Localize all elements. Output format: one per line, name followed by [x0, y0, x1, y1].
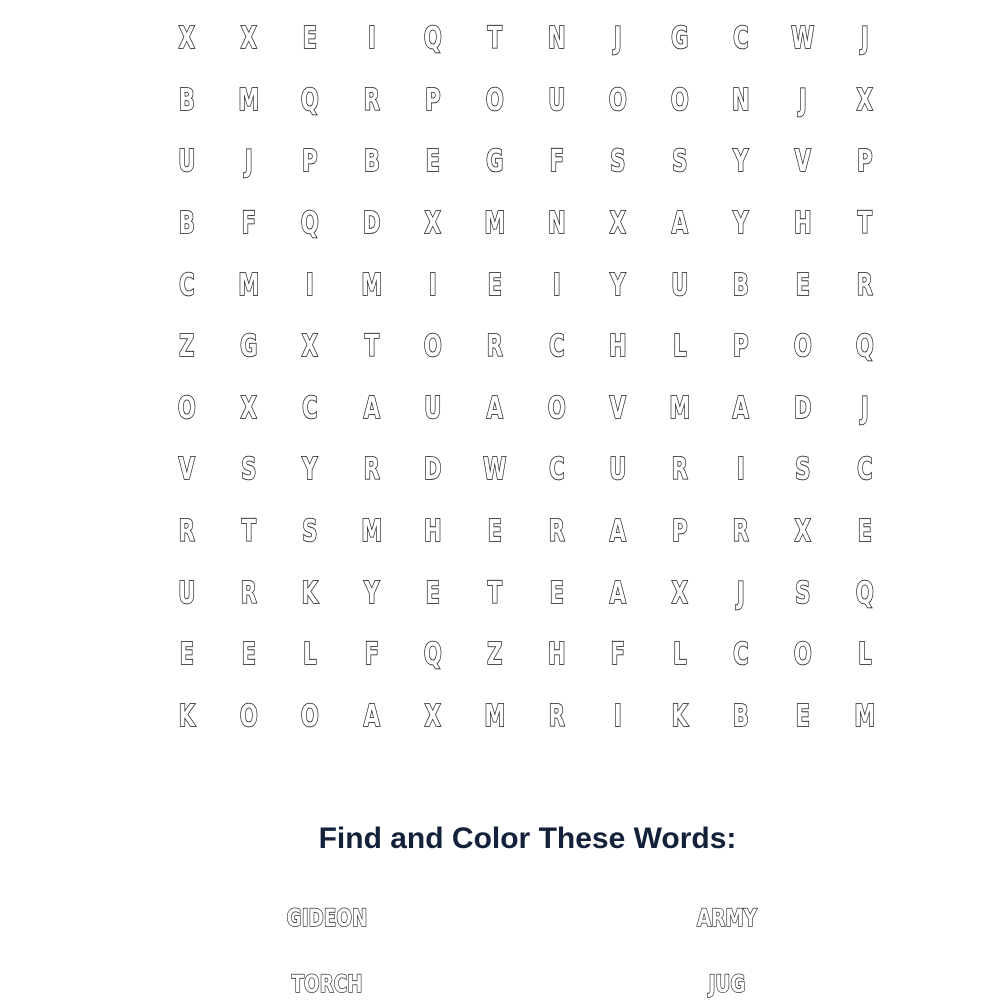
grid-cell[interactable]: M	[484, 206, 506, 242]
grid-cell[interactable]: T	[241, 514, 256, 550]
grid-cell[interactable]: B	[733, 267, 750, 303]
grid-cell[interactable]: T	[487, 575, 502, 611]
grid-cell[interactable]: R	[363, 452, 380, 488]
grid-cell[interactable]: B	[178, 82, 195, 118]
grid-cell[interactable]: S	[795, 452, 811, 488]
grid-cell[interactable]: X	[794, 514, 811, 550]
grid-cell[interactable]: E	[179, 637, 194, 673]
grid-cell[interactable]: B	[363, 144, 380, 180]
grid-cell[interactable]: U	[609, 452, 627, 488]
grid-cell[interactable]: S	[610, 144, 626, 180]
grid-cell[interactable]: B	[733, 698, 750, 734]
grid-cell[interactable]: N	[547, 206, 566, 242]
grid-cell[interactable]: T	[364, 329, 379, 365]
grid-cell[interactable]: K	[301, 575, 319, 611]
grid-cell[interactable]: C	[733, 637, 749, 673]
grid-cell[interactable]: I	[614, 698, 622, 734]
grid-cell[interactable]: I	[306, 267, 314, 303]
grid-cell[interactable]: Q	[424, 21, 443, 57]
grid-cell[interactable]: K	[178, 698, 195, 734]
grid-cell[interactable]: J	[798, 82, 807, 118]
word-list-item: TORCH	[291, 970, 363, 998]
grid-cell[interactable]: H	[547, 637, 566, 673]
grid-cell[interactable]: D	[424, 452, 442, 488]
grid-cell[interactable]: E	[425, 144, 441, 180]
grid-cell[interactable]: K	[671, 698, 688, 734]
word-list-heading: Find and Color These Words:	[318, 822, 737, 855]
grid-cell[interactable]: M	[484, 698, 506, 734]
grid-cell[interactable]: X	[856, 82, 873, 118]
grid-cell[interactable]: P	[856, 144, 873, 180]
grid-cell[interactable]: L	[672, 329, 687, 365]
grid-cell[interactable]: G	[670, 21, 689, 57]
grid-cell[interactable]: A	[363, 698, 380, 734]
grid-cell[interactable]: W	[483, 452, 507, 488]
grid-cell[interactable]: N	[732, 82, 750, 118]
grid-cell[interactable]: A	[609, 575, 627, 611]
grid-cell[interactable]: Y	[610, 267, 626, 303]
grid-cell[interactable]: O	[485, 82, 504, 118]
word-list-item: GIDEON	[286, 904, 368, 932]
grid-cell[interactable]: W	[791, 21, 815, 57]
grid-cell[interactable]: E	[795, 267, 810, 303]
grid-cell[interactable]: A	[363, 390, 380, 426]
grid-cell[interactable]: Q	[301, 82, 319, 118]
grid-cell[interactable]: Z	[487, 637, 503, 673]
grid-cell[interactable]: O	[239, 698, 258, 734]
grid-cell[interactable]: N	[547, 21, 566, 57]
letter-grid	[156, 8, 896, 747]
grid-cell[interactable]: D	[362, 206, 381, 242]
grid-cell[interactable]: R	[363, 82, 380, 118]
grid-cell[interactable]: O	[177, 390, 196, 426]
grid-cell[interactable]: A	[486, 390, 503, 426]
grid-cell[interactable]: C	[179, 267, 195, 303]
grid-cell[interactable]: Q	[301, 206, 319, 242]
grid-cell[interactable]: Q	[855, 575, 874, 611]
grid-cell[interactable]: V	[794, 144, 811, 180]
grid-cell[interactable]: O	[547, 390, 566, 426]
grid-cell[interactable]: R	[240, 575, 257, 611]
grid-cell[interactable]: P	[671, 514, 688, 550]
grid-cell[interactable]: S	[671, 144, 688, 180]
grid-cell[interactable]: C	[302, 390, 318, 426]
grid-cell[interactable]: G	[486, 144, 504, 180]
grid-cell[interactable]: P	[733, 329, 749, 365]
grid-cell[interactable]: V	[609, 390, 627, 426]
grid-cell[interactable]: S	[302, 514, 318, 550]
grid-cell[interactable]: A	[609, 514, 627, 550]
grid-cell[interactable]: O	[793, 329, 812, 365]
grid-cell[interactable]: E	[425, 575, 441, 611]
grid-cell[interactable]: U	[670, 267, 689, 303]
grid-cell[interactable]: F	[241, 206, 256, 242]
grid-cell[interactable]: V	[178, 452, 195, 488]
grid-cell[interactable]: O	[670, 82, 689, 118]
grid-cell[interactable]: J	[860, 390, 869, 426]
grid-cell[interactable]: O	[424, 329, 443, 365]
grid-cell[interactable]: C	[733, 21, 749, 57]
grid-cell[interactable]: S	[795, 575, 811, 611]
grid-cell[interactable]: C	[548, 452, 565, 488]
grid-cell[interactable]: A	[671, 206, 688, 242]
grid-cell[interactable]: Z	[179, 329, 195, 365]
grid-cell[interactable]: Y	[302, 452, 318, 488]
grid-cell[interactable]: C	[548, 329, 565, 365]
grid-cell[interactable]: H	[424, 514, 442, 550]
grid-cell[interactable]: A	[732, 390, 750, 426]
grid-cell[interactable]: P	[425, 82, 441, 118]
grid-cell[interactable]: R	[733, 514, 750, 550]
grid-cell[interactable]: M	[361, 514, 383, 550]
grid-cell[interactable]: Q	[424, 637, 443, 673]
grid-cell[interactable]: I	[737, 452, 746, 488]
grid-cell[interactable]: Y	[363, 575, 380, 611]
grid-cell[interactable]: D	[793, 390, 812, 426]
grid-cell[interactable]: I	[552, 267, 561, 303]
grid-cell[interactable]: I	[429, 267, 438, 303]
grid-cell[interactable]: I	[367, 21, 376, 57]
grid-cell[interactable]: R	[856, 267, 873, 303]
grid-cell[interactable]: M	[853, 698, 875, 734]
grid-cell[interactable]: E	[241, 637, 256, 673]
word-list-item: JUG	[708, 970, 746, 998]
grid-cell[interactable]: R	[548, 514, 565, 550]
grid-cell[interactable]: L	[857, 637, 872, 673]
grid-cell[interactable]: C	[856, 452, 873, 488]
grid-cell[interactable]: M	[237, 82, 259, 118]
grid-cell[interactable]: X	[671, 575, 688, 611]
grid-cell[interactable]: U	[547, 82, 565, 118]
grid-cell[interactable]: F	[364, 637, 379, 673]
grid-cell[interactable]: L	[303, 637, 317, 673]
grid-cell[interactable]: H	[609, 329, 627, 365]
grid-cell[interactable]: Y	[733, 144, 749, 180]
grid-cell[interactable]: X	[301, 329, 319, 365]
grid-cell[interactable]: J	[737, 575, 746, 611]
grid-cell[interactable]: M	[361, 267, 383, 303]
grid-cell[interactable]: E	[549, 575, 564, 611]
grid-cell[interactable]: X	[240, 21, 257, 57]
grid-cell[interactable]: F	[610, 637, 626, 673]
grid-cell[interactable]: J	[860, 21, 869, 57]
grid-cell[interactable]: E	[795, 698, 810, 734]
grid-cell[interactable]: R	[486, 329, 503, 365]
grid-cell[interactable]: R	[178, 514, 195, 550]
grid-cell[interactable]: P	[302, 144, 318, 180]
grid-cell[interactable]: U	[424, 390, 442, 426]
grid-cell[interactable]: L	[672, 637, 687, 673]
grid-cell[interactable]: H	[793, 206, 812, 242]
grid-cell[interactable]: R	[548, 698, 565, 734]
grid-cell[interactable]: O	[608, 82, 627, 118]
word-list-item: ARMY	[697, 904, 757, 932]
grid-cell[interactable]: X	[240, 390, 257, 426]
grid-cell[interactable]: E	[487, 267, 502, 303]
grid-cell[interactable]: J	[244, 144, 253, 180]
grid-cell[interactable]: Q	[855, 329, 874, 365]
grid-cell[interactable]: E	[302, 21, 318, 57]
grid-cell[interactable]: R	[671, 452, 688, 488]
grid-cell[interactable]: O	[793, 637, 812, 673]
grid-cell[interactable]: E	[857, 514, 872, 550]
grid-cell[interactable]: X	[178, 21, 195, 57]
grid-cell[interactable]: O	[301, 698, 319, 734]
grid-cell[interactable]: U	[178, 144, 196, 180]
grid-cell[interactable]: S	[240, 452, 256, 488]
grid-cell[interactable]: X	[425, 698, 442, 734]
grid-cell[interactable]: J	[614, 21, 622, 57]
grid-cell[interactable]: G	[239, 329, 258, 365]
grid-cell[interactable]: T	[487, 21, 502, 57]
word-list	[0, 898, 1000, 1008]
grid-cell[interactable]: B	[178, 206, 195, 242]
grid-cell[interactable]: M	[669, 390, 691, 426]
grid-cell[interactable]: T	[857, 206, 872, 242]
grid-cell[interactable]: X	[425, 206, 442, 242]
grid-cell[interactable]: M	[237, 267, 259, 303]
grid-cell[interactable]: U	[178, 575, 196, 611]
grid-cell[interactable]: X	[609, 206, 627, 242]
grid-cell[interactable]: E	[487, 514, 502, 550]
grid-cell[interactable]: Y	[733, 206, 749, 242]
grid-cell[interactable]: F	[549, 144, 564, 180]
